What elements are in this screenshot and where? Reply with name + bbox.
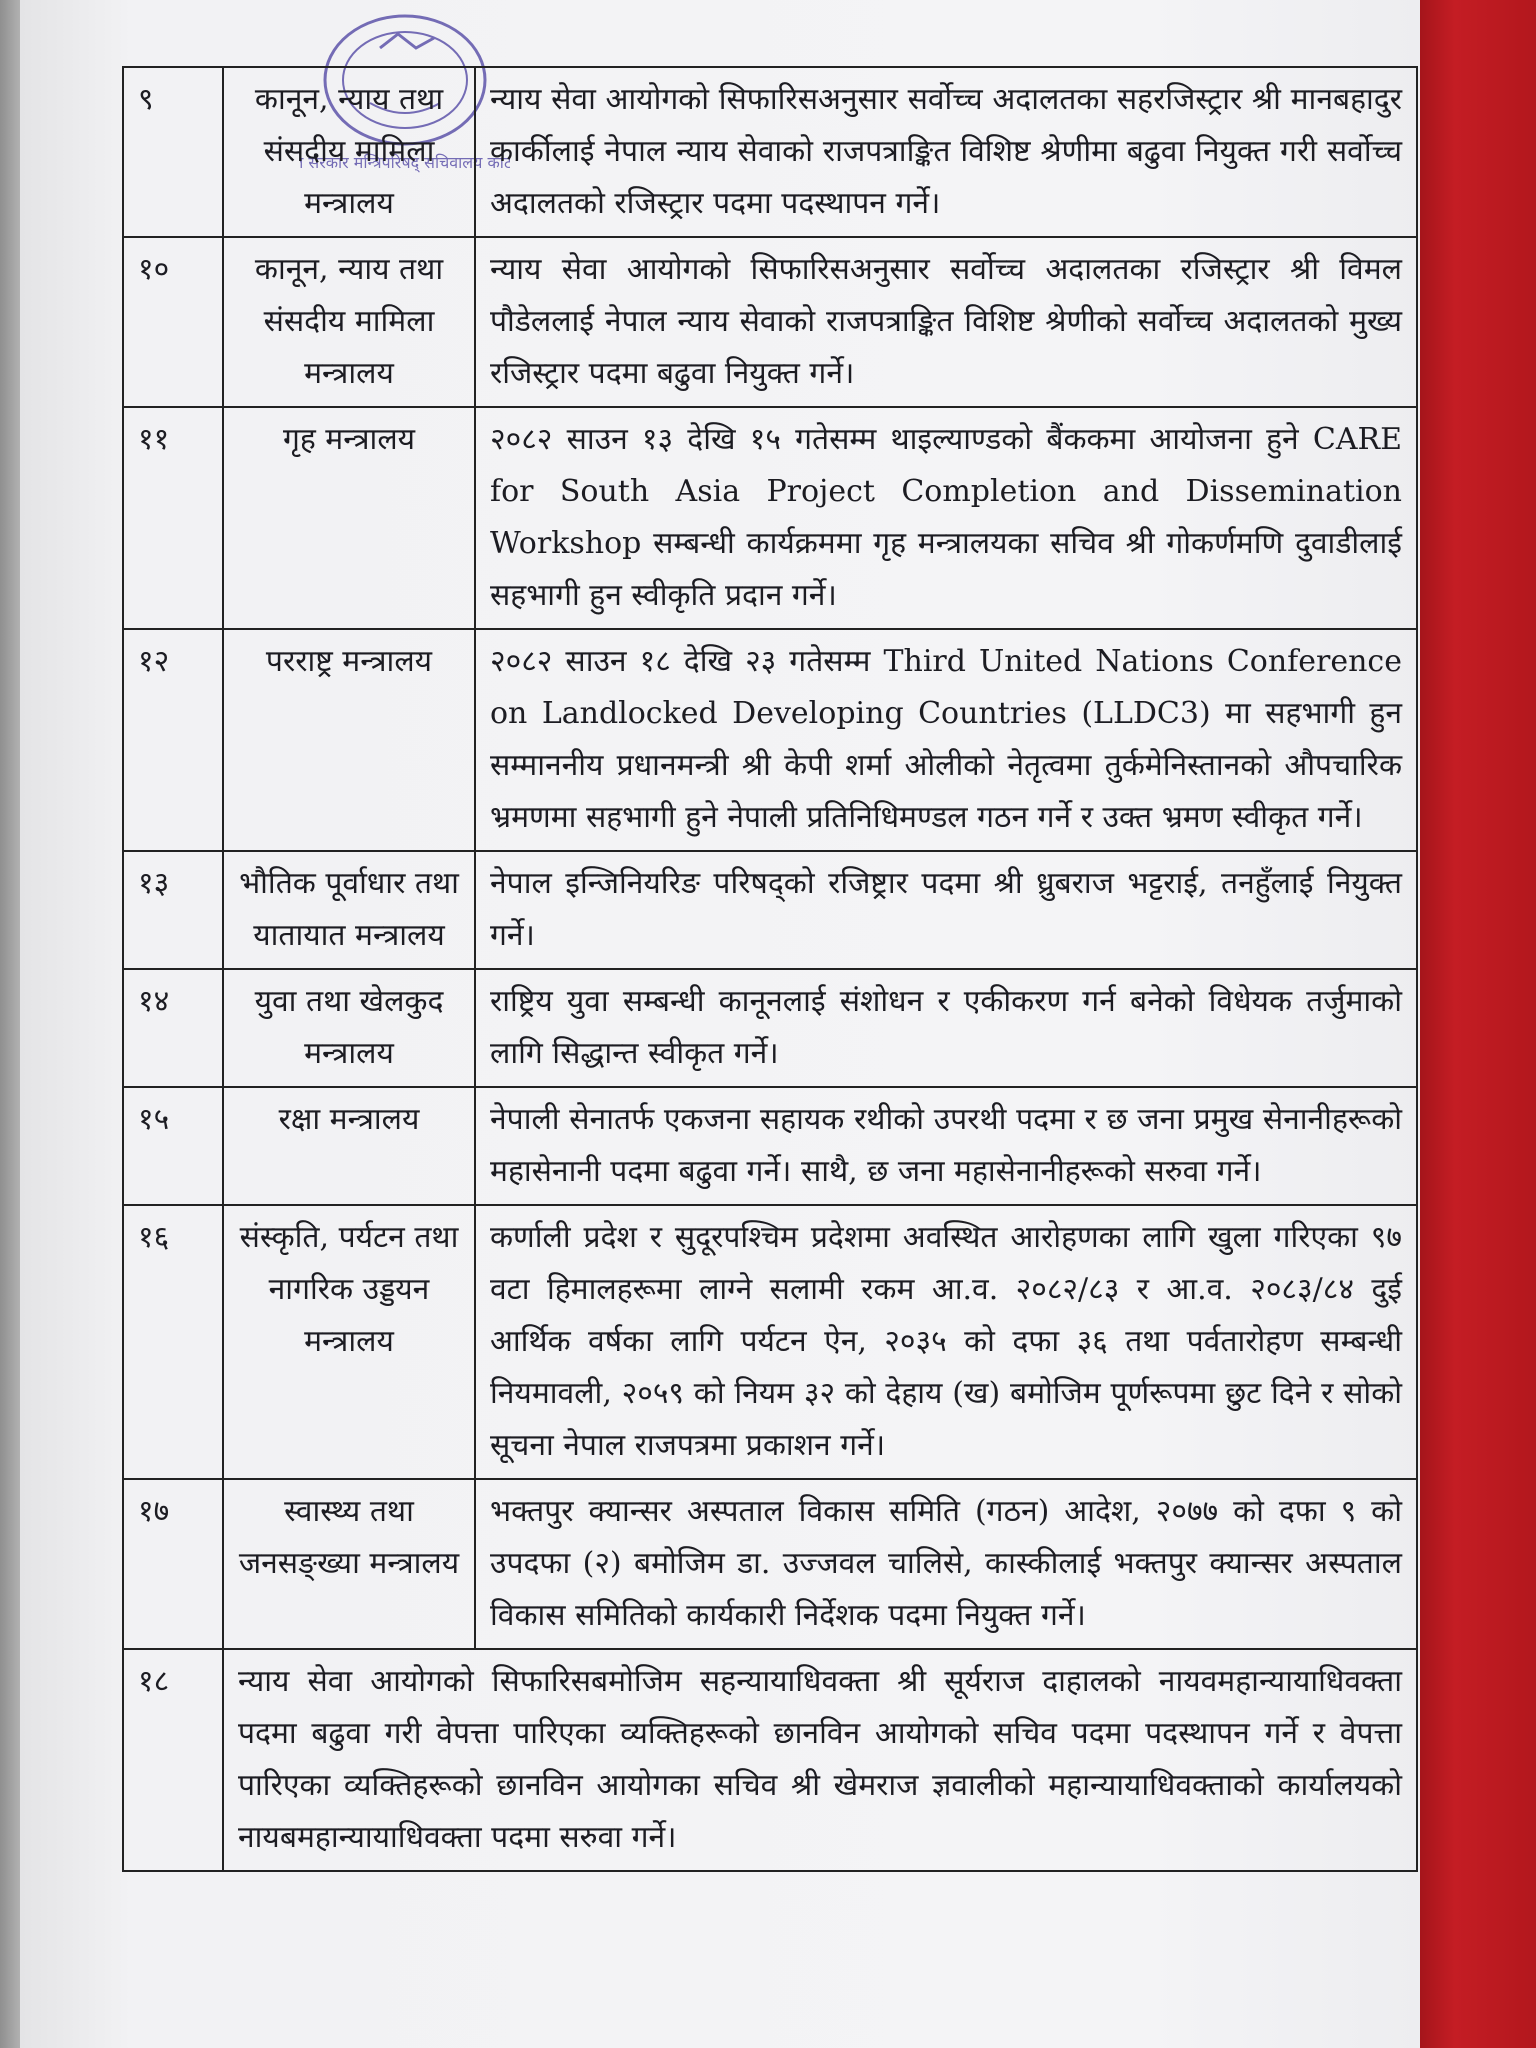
decision-cell: २०८२ साउन १३ देखि १५ गतेसम्म थाइल्याण्डको बैंककमा आयोजना हुने CARE for South Asia Project Completion and Dissemination Workshop सम्बन्धी कार्यक्रममा गृह मन्त्रालयका सचिव श्री गोकर्णमणि दुवाडीलाई सहभागी हुन स्वीकृति प्रदान गर्ने। [475,407,1417,629]
ministry-cell: युवा तथा खेलकुद मन्त्रालय [223,969,475,1087]
ministry-cell: परराष्ट्र मन्त्रालय [223,629,475,851]
table-row [123,407,1417,629]
ministry-cell: गृह मन्त्रालय [223,407,475,629]
row-number: १६ [123,1205,223,1479]
red-folder-edge [1420,0,1536,2048]
seal-text: सरकार मन्त्रिपरिषद् सचिवालय काठ [308,153,510,172]
decision-cell: न्याय सेवा आयोगको सिफारिसअनुसार सर्वोच्च अदालतका सहरजिस्ट्रार श्री मानबहादुर कार्कीलाई नेपाल न्याय सेवाको राजपत्राङ्कित विशिष्ट श्रेणीमा बढुवा नियुक्त गरी सर्वोच्च अदालतको रजिस्ट्रार पदमा पदस्थापन गर्ने। [475,67,1417,237]
row-number: १५ [123,1087,223,1205]
decision-cell: न्याय सेवा आयोगको सिफारिसअनुसार सर्वोच्च अदालतका रजिस्ट्रार श्री विमल पौडेललाई नेपाल न्याय सेवाको राजपत्राङ्कित विशिष्ट श्रेणीको सर्वोच्च अदालतको मुख्य रजिस्ट्रार पदमा बढुवा नियुक्त गर्ने। [475,237,1417,407]
ministry-cell: कानून, न्याय तथा संसदीय मामिला मन्त्रालय [223,237,475,407]
table-row [123,969,1417,1087]
ministry-cell: संस्कृति, पर्यटन तथा नागरिक उड्डयन मन्त्रालय [223,1205,475,1479]
table-row [123,1205,1417,1479]
table-row [123,851,1417,969]
ministry-cell: भौतिक पूर्वाधार तथा यातायात मन्त्रालय [223,851,475,969]
decision-cell: नेपाली सेनातर्फ एकजना सहायक रथीको उपरथी पदमा र छ जना प्रमुख सेनानीहरूको महासेनानी पदमा बढुवा गर्ने। साथै, छ जना महासेनानीहरूको सरुवा गर्ने। [475,1087,1417,1205]
table-row [123,1649,1417,1871]
row-number: ११ [123,407,223,629]
table-row [123,1087,1417,1205]
row-number: १० [123,237,223,407]
ministry-cell: कानून, न्याय तथा संसदीय मामिला मन्त्रालय [223,67,475,237]
table-row [123,67,1417,237]
decision-cell: २०८२ साउन १८ देखि २३ गतेसम्म Third United Nations Conference on Landlocked Developing Countries (LLDC3) मा सहभागी हुन सम्माननीय प्रधानमन्त्री श्री केपी शर्मा ओलीको नेतृत्वमा तुर्कमेनिस्तानको औपचारिक भ्रमणमा सहभागी हुने नेपाली प्रतिनिधिमण्डल गठन गर्ने र उक्त भ्रमण स्वीकृत गर्ने। [475,629,1417,851]
decision-cell: न्याय सेवा आयोगको सिफारिसबमोजिम सहन्यायाधिवक्ता श्री सूर्यराज दाहालको नायवमहान्यायाधिवक्ता पदमा बढुवा गरी वेपत्ता पारिएका व्यक्तिहरूको छानविन आयोगको सचिव पदमा पदस्थापन गर्ने र वेपत्ता पारिएका व्यक्तिहरूको छानविन आयोगका सचिव श्री खेमराज ज्ञवालीको महान्यायाधिवक्ताको कार्यालयको नायबमहान्यायाधिवक्ता पदमा सरुवा गर्ने। [223,1649,1417,1871]
row-number: १३ [123,851,223,969]
decisions-table [122,66,1418,1872]
table-row [123,237,1417,407]
row-number: १४ [123,969,223,1087]
decision-cell: कर्णाली प्रदेश र सुदूरपश्चिम प्रदेशमा अवस्थित आरोहणका लागि खुला गरिएका ९७ वटा हिमालहरूमा लाग्ने सलामी रकम आ.व. २०८२/८३ र आ.व. २०८३/८४ दुई आर्थिक वर्षका लागि पर्यटन ऐन, २०३५ को दफा ३६ तथा पर्वतारोहण सम्बन्धी नियमावली, २०५९ को नियम ३२ को देहाय (ख) बमोजिम पूर्णरूपमा छुट दिने र सोको सूचना नेपाल राजपत्रमा प्रकाशन गर्ने। [475,1205,1417,1479]
ministry-cell: रक्षा मन्त्रालय [223,1087,475,1205]
decision-cell: नेपाल इन्जिनियरिङ परिषद्को रजिष्ट्रार पदमा श्री ध्रुबराज भट्टराई, तनहुँलाई नियुक्त गर्ने। [475,851,1417,969]
table-row [123,1479,1417,1649]
decision-cell: राष्ट्रिय युवा सम्बन्धी कानूनलाई संशोधन र एकीकरण गर्न बनेको विधेयक तर्जुमाको लागि सिद्धान्त स्वीकृत गर्ने। [475,969,1417,1087]
row-number: १७ [123,1479,223,1649]
row-number: १८ [123,1649,223,1871]
row-number: ९ [123,67,223,237]
table-row [123,629,1417,851]
ministry-cell: स्वास्थ्य तथा जनसङ्ख्या मन्त्रालय [223,1479,475,1649]
decision-cell: भक्तपुर क्यान्सर अस्पताल विकास समिति (गठन) आदेश, २०७७ को दफा ९ को उपदफा (२) बमोजिम डा. उज्जवल चालिसे, कास्कीलाई भक्तपुर क्यान्सर अस्पताल विकास समितिको कार्यकारी निर्देशक पदमा नियुक्त गर्ने। [475,1479,1417,1649]
row-number: १२ [123,629,223,851]
